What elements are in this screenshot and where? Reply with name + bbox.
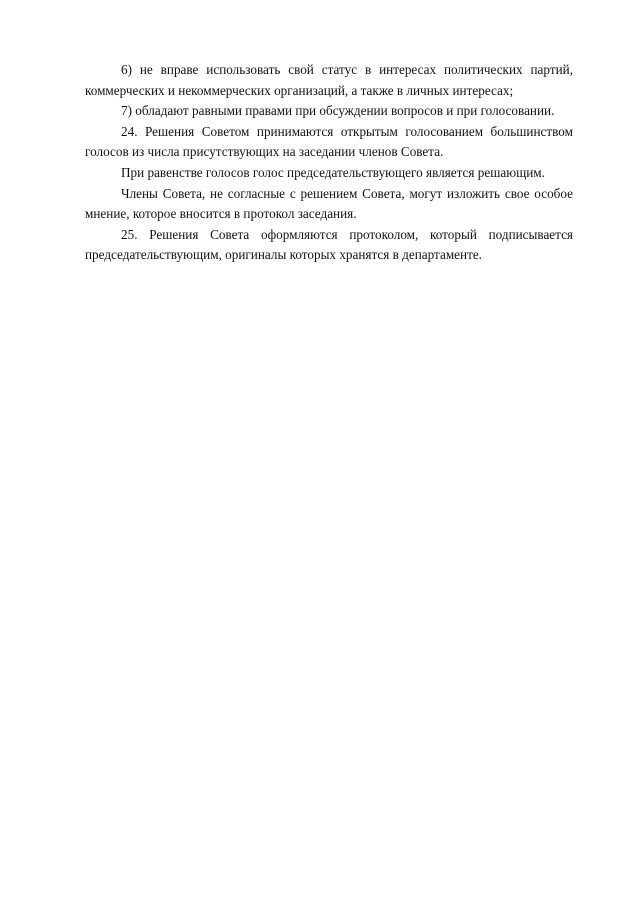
paragraph-item-7: 7) обладают равными правами при обсуждении вопросов и при голосовании.	[121, 103, 555, 119]
paragraph-dissent: Члены Совета, не согласные с решением Совета, могут изложить свое особое мнение, которое вносится в протокол заседания.	[85, 185, 573, 222]
document-page	[85, 60, 573, 266]
paragraph-tie-vote: При равенстве голосов голос председательствующего является решающим.	[121, 164, 545, 180]
paragraph-item-6: 6) не вправе использовать свой статус в интересах политических партий, коммерческих и некоммерческих организаций, а также в личных интересах;	[85, 62, 573, 98]
paragraph-clause-24: 24. Решения Советом принимаются открытым голосованием большинством голосов из числа присутствующих на заседании членов Совета.	[85, 123, 573, 160]
paragraph-clause-25: 25. Решения Совета оформляются протоколом, который подписывается председательствующим, оригиналы которых хранятся в департаменте.	[85, 226, 573, 263]
